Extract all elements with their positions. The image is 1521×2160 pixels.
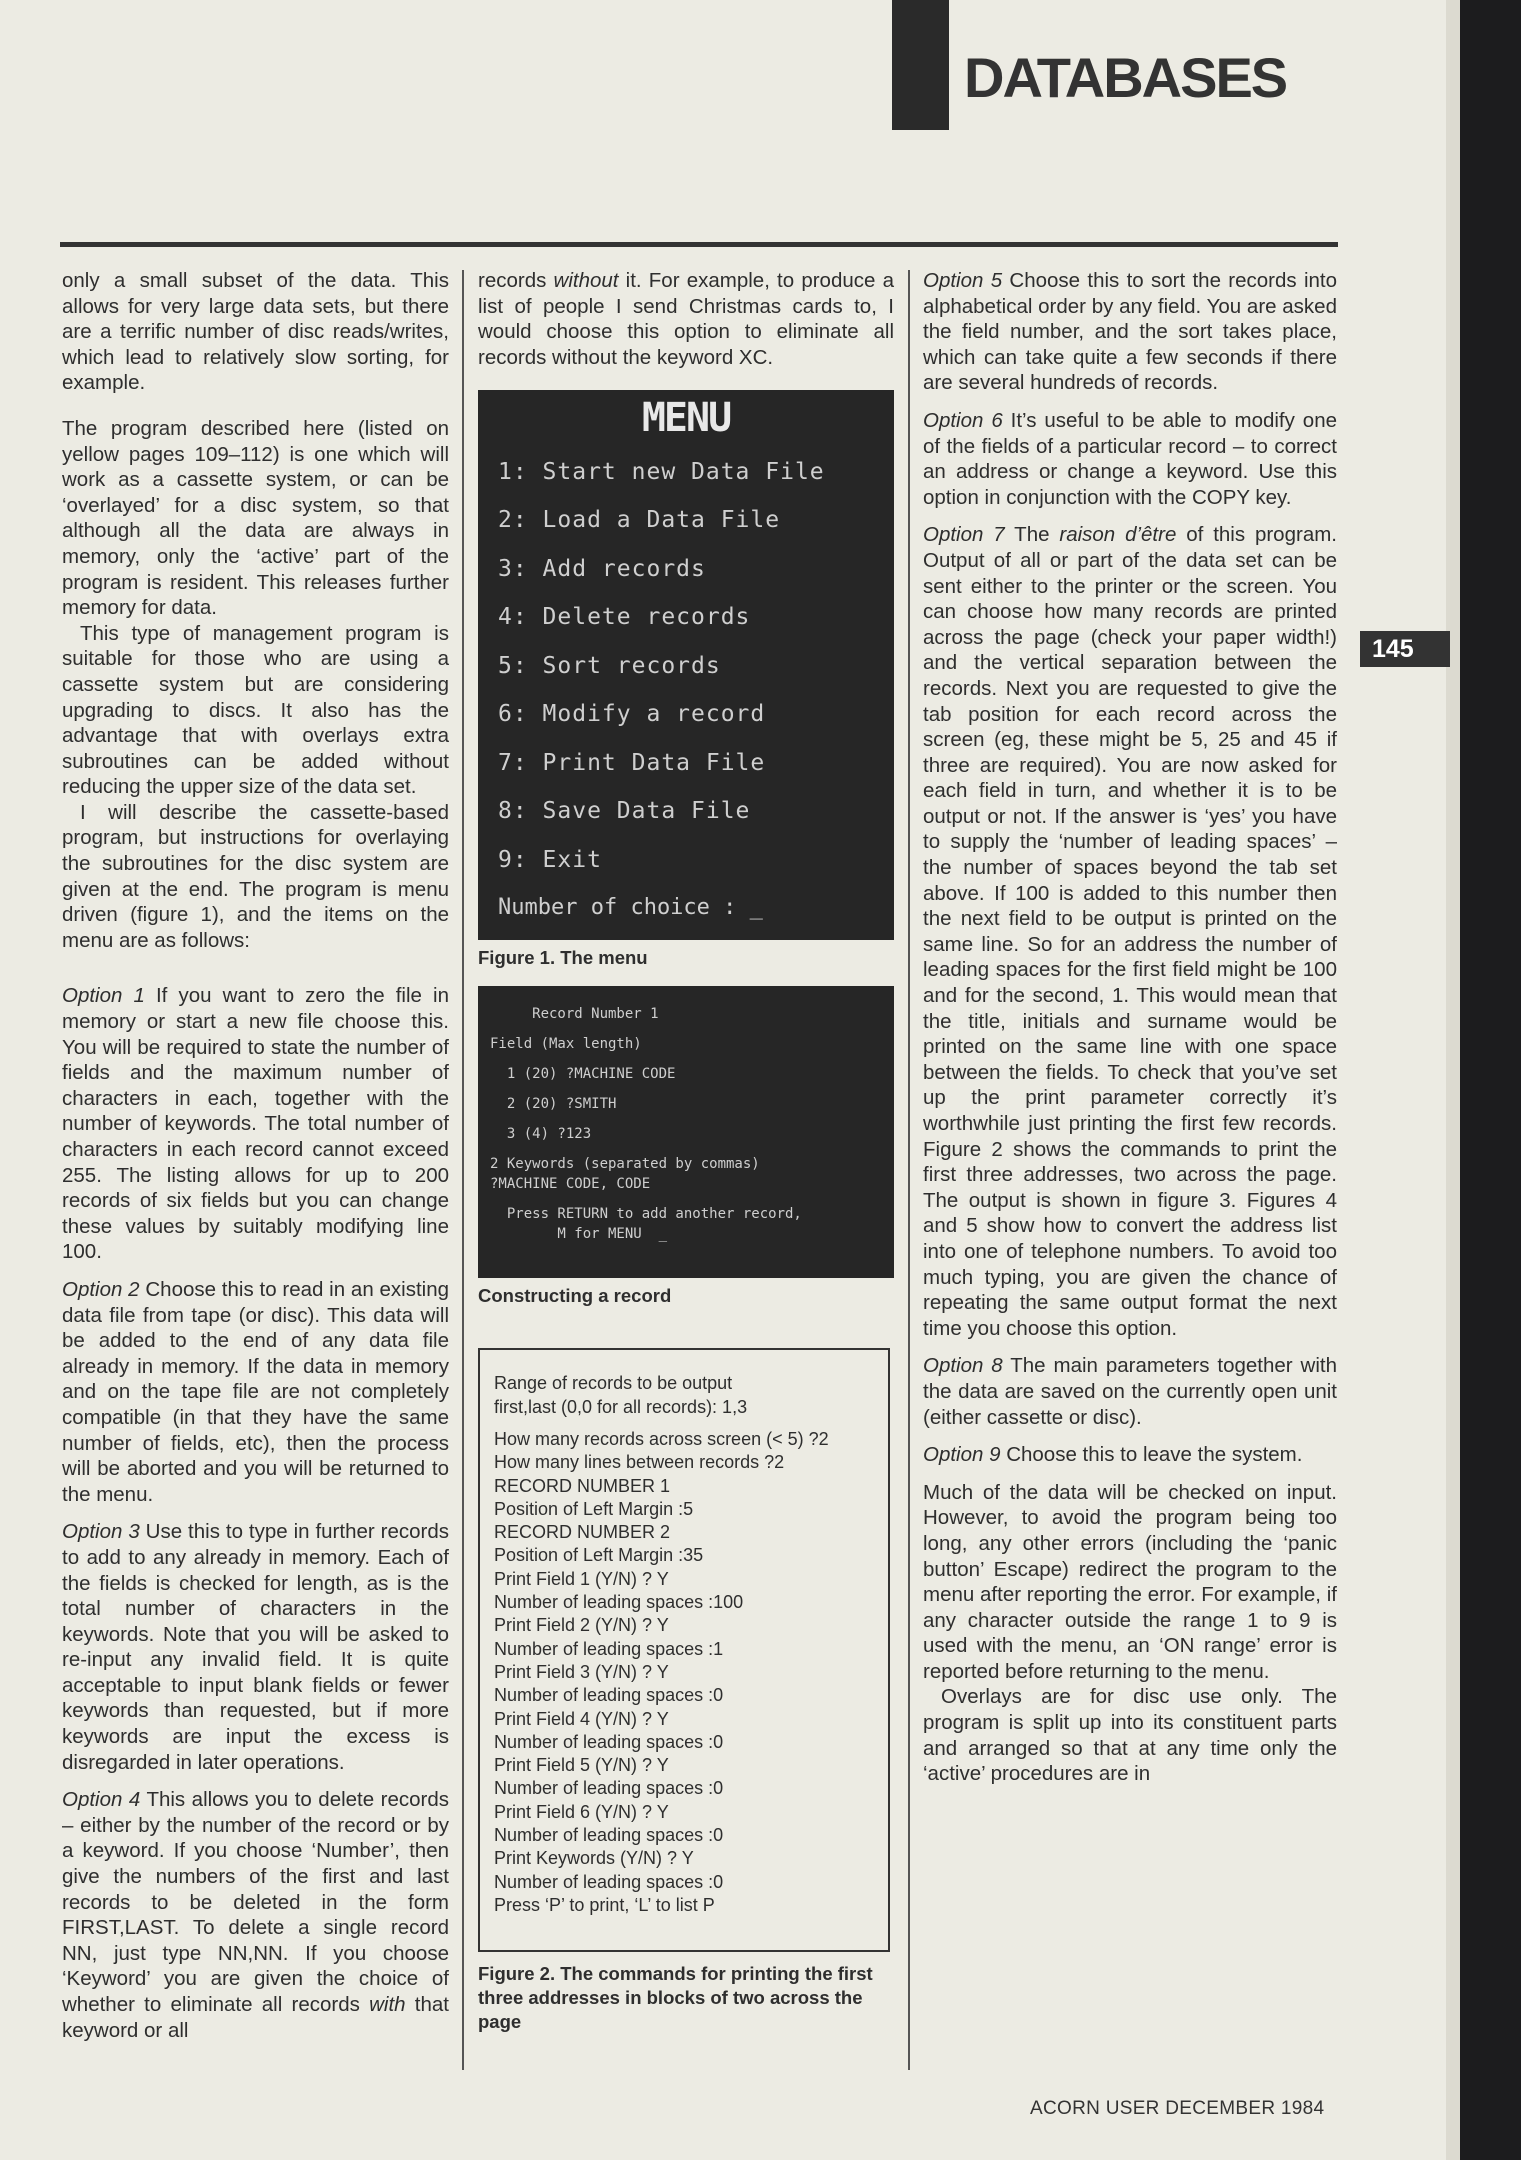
- option-text: The: [1004, 523, 1060, 547]
- page-edge-dark: [1460, 0, 1521, 2160]
- box-line: RECORD NUMBER 1: [494, 1475, 671, 1496]
- menu-item: 2: Load a Data File: [498, 507, 781, 534]
- screen-line: 2 (20) ?SMITH: [490, 1096, 617, 1113]
- option-7-paragraph: [923, 522, 1337, 1341]
- box-line: Position of Left Margin :5: [494, 1498, 694, 1519]
- box-line: Press ‘P’ to print, ‘L’ to list P: [494, 1894, 715, 1915]
- text-column-3: [923, 268, 1337, 1787]
- box-line: Range of records to be output: [494, 1373, 733, 1394]
- option-text: The main parameters together with the data are saved on the currently open unit (either cassette or disc).: [923, 1354, 1337, 1429]
- screen-line: M for MENU _: [490, 1226, 668, 1243]
- page-number-badge: 145: [1360, 631, 1450, 667]
- option-text: It’s useful to be able to modify one of the fields of a particular record – to correct an address or change a keyword. Use this option in conjunction with the COPY key.: [923, 408, 1337, 509]
- option-label: Option 6: [923, 408, 1003, 432]
- option-label: Option 5: [923, 269, 1003, 292]
- menu-item: 7: Print Data File: [498, 749, 766, 776]
- option-text: Choose this to sort the records into alphabetical order by any field. You are asked the field number, and the sort takes place, which can take quite a few seconds if there are several hundreds of records.: [923, 269, 1337, 395]
- menu-screenshot: [478, 390, 894, 940]
- menu-item: 9: Exit: [498, 846, 602, 873]
- screen-line: Press RETURN to add another record,: [490, 1206, 802, 1223]
- paragraph: [478, 268, 894, 370]
- menu-item: 3: Add records: [498, 555, 706, 582]
- option-6-paragraph: [923, 408, 1337, 510]
- box-line: first,last (0,0 for all records): 1,3: [494, 1396, 748, 1417]
- emphasis: with: [369, 1993, 406, 2016]
- header-tab-bar: [892, 0, 949, 130]
- screen-line: Record Number 1: [490, 1006, 659, 1023]
- screen-line: 1 (20) ?MACHINE CODE: [490, 1066, 676, 1083]
- option-text: If you want to zero the file in memory or start a new file choose this. You will be required to state the number of fields and the maximum number of characters in each, together with the number of keywords. The total number of characters in each record cannot exceed 255. The listing allows for up to 200 records of six fields but you can change these values by suitably modifying line 100.: [62, 984, 449, 1264]
- menu-prompt: Number of choice : _: [498, 895, 763, 921]
- page-footer: ACORN USER DECEMBER 1984: [1030, 2098, 1325, 2119]
- figure-1-caption: Figure 1. The menu: [478, 947, 648, 969]
- paragraph: This type of management program is suitable for those who are using a cassette system but are considering upgrading to discs. It also has the advantage that with overlays extra subroutines can be added without reducing the upper size of the data set.: [62, 621, 449, 799]
- option-9-paragraph: [923, 1442, 1337, 1468]
- emphasis: without: [553, 269, 619, 292]
- option-text: Choose this to read in an existing data file from tape (or disc). This data will be added to the end of any data file already in memory. If the data in memory and on the tape file are not completely compatible (in that they have the same number of fields, etc), then the process will be aborted and you will be returned to the menu.: [62, 1277, 450, 1506]
- screen-line: ?MACHINE CODE, CODE: [490, 1176, 651, 1193]
- box-line: Print Field 1 (Y/N) ? Y: [494, 1568, 669, 1589]
- box-line: Number of leading spaces :100: [494, 1592, 744, 1613]
- option-text: of this program. Output of all or part of the data set can be sent either to the printer or the screen. You can choose how many records are printed across the page (check your paper width!) and the vertical separation between the records. Next you are requested to give the tab position for each record across the screen (eg, these might be 5, 25 and 45 if three are required). You are now asked for each field in turn, and whether it is to be output or not. If the answer is ‘yes’ you have to supply the ‘number of leading spaces’ – the number of spaces beyond the tab set above. If 100 is added to this number then the next field to be output is printed on the same line. So for an address the number of leading spaces for the first field might be 100 and for the second, 1. This would mean that the title, initials and surname would be printed on the same line with one space between the fields. To check that you’ve set up the print parameter correctly it’s worthwhile just printing the first few records. Figure 2 shows the commands to print the first three addresses, two across the page. The output is shown in figure 3. Figures 4 and 5 show how to convert the address list into one of telephone numbers. To avoid too much typing, you are given the chance of repeating the same output format the next time you choose this option.: [923, 523, 1337, 1340]
- option-4-paragraph: [62, 1787, 449, 2043]
- box-line: Number of leading spaces :0: [494, 1825, 724, 1846]
- box-line: Print Field 6 (Y/N) ? Y: [494, 1801, 669, 1822]
- print-commands-box: [478, 1348, 890, 1952]
- section-title: DATABASES: [964, 46, 1287, 109]
- option-3-paragraph: [62, 1519, 449, 1775]
- option-label: Option 1: [62, 984, 145, 1008]
- text-column-2: [478, 268, 894, 2050]
- option-label: Option 7: [923, 523, 1005, 547]
- option-5-paragraph: [923, 268, 1337, 396]
- menu-item: 4: Delete records: [498, 604, 751, 631]
- box-line: Print Field 4 (Y/N) ? Y: [494, 1708, 669, 1729]
- paragraph: I will describe the cassette-based program, but instructions for overlaying the subroutines for the disc system are given at the end. The program is menu driven (figure 1), and the items on the menu are as follows:: [62, 800, 449, 952]
- screen-line: Field (Max length): [490, 1036, 642, 1053]
- box-line: Number of leading spaces :0: [494, 1871, 724, 1892]
- paragraph: The program described here (listed on yellow pages 109–112) is one which will work as a cassette system, or can be ‘overlayed’ for a disc system, so that although all the data are always in memory, only the ‘active’ part of the program is resident. This releases further memory for data.: [62, 416, 449, 620]
- screen-line: 3 (4) ?123: [490, 1126, 592, 1143]
- box-line: How many records across screen (< 5) ?2: [494, 1428, 829, 1449]
- record-caption: Constructing a record: [478, 1285, 672, 1307]
- option-text: that keyword or all: [62, 1993, 450, 2042]
- box-line: RECORD NUMBER 2: [494, 1522, 671, 1543]
- menu-item: 8: Save Data File: [498, 798, 751, 825]
- option-label: Option 9: [923, 1443, 1001, 1467]
- paragraph: Much of the data will be checked on input. However, to avoid the program being too long, any other errors (including the ‘panic button’ Escape) redirect the program to the menu after reporting the error. For example, if any character outside the range 1 to 9 is used with the menu, an ‘ON range’ error is reported before returning to the menu.: [923, 1480, 1337, 1683]
- page-edge-shadow: [1446, 0, 1460, 2160]
- emphasis: raison d’être: [1059, 523, 1177, 547]
- option-label: Option 2: [62, 1277, 140, 1301]
- option-8-paragraph: [923, 1353, 1337, 1430]
- box-line: Print Field 2 (Y/N) ? Y: [494, 1615, 669, 1636]
- box-line: Position of Left Margin :35: [494, 1545, 704, 1566]
- menu-item: 1: Start new Data File: [498, 458, 825, 485]
- box-line: Print Field 3 (Y/N) ? Y: [494, 1661, 669, 1682]
- option-2-paragraph: [62, 1277, 449, 1507]
- box-line: Print Keywords (Y/N) ? Y: [494, 1848, 694, 1869]
- option-label: Option 8: [923, 1354, 1003, 1378]
- box-line: How many lines between records ?2: [494, 1452, 785, 1473]
- text: it. For example, to produce a list of people I send Christmas cards to, I would choose this option to eliminate all records without the keyword XC.: [478, 269, 894, 369]
- column-divider-1: [462, 270, 464, 2070]
- option-label: Option 4: [62, 1788, 141, 1812]
- column-divider-2: [908, 270, 910, 2070]
- menu-title: MENU: [641, 395, 731, 442]
- option-text: Use this to type in further records to add to any already in memory. Each of the fields is checked for length, as is the total number of characters in the keywords. Note that you will be asked to re-input any invalid field. It is quite acceptable to input blank fields or fewer keywords than requested, but if more keywords are input the excess is disregarded in later operations.: [62, 1520, 449, 1774]
- option-label: Option 3: [62, 1520, 140, 1544]
- text: records: [478, 269, 554, 292]
- screen-line: 2 Keywords (separated by commas): [490, 1156, 760, 1173]
- figure-2-caption: Figure 2. The commands for printing the first three addresses in blocks of two across the page: [478, 1963, 873, 2033]
- box-line: Number of leading spaces :0: [494, 1685, 724, 1706]
- option-text: This allows you to delete records – either by the number of the record or by a keyword. If you choose ‘Number’, then give the numbers of the first and last records to be deleted in the form FIRST,LAST. To delete a single record NN, just type NN,NN. If you choose ‘Keyword’ you are given the choice of whether to eliminate all records: [62, 1788, 450, 2016]
- box-line: Number of leading spaces :0: [494, 1731, 724, 1752]
- text-column-1: [62, 268, 449, 2055]
- option-1-paragraph: [62, 983, 449, 1265]
- box-line: Number of leading spaces :0: [494, 1778, 724, 1799]
- box-line: Print Field 5 (Y/N) ? Y: [494, 1755, 669, 1776]
- option-text: Choose this to leave the system.: [1000, 1443, 1303, 1467]
- menu-item: 6: Modify a record: [498, 701, 766, 728]
- box-line: Number of leading spaces :1: [494, 1638, 724, 1659]
- paragraph: only a small subset of the data. This allows for very large data sets, but there are a terrific number of disc reads/writes, which lead to relatively slow sorting, for example.: [62, 269, 449, 395]
- paragraph: Overlays are for disc use only. The program is split up into its constituent parts and arranged so that at any time only the ‘active’ procedures are in: [923, 1685, 1337, 1786]
- record-screenshot: [478, 986, 894, 1278]
- header-rule: [60, 242, 1338, 247]
- menu-item: 5: Sort records: [498, 652, 721, 679]
